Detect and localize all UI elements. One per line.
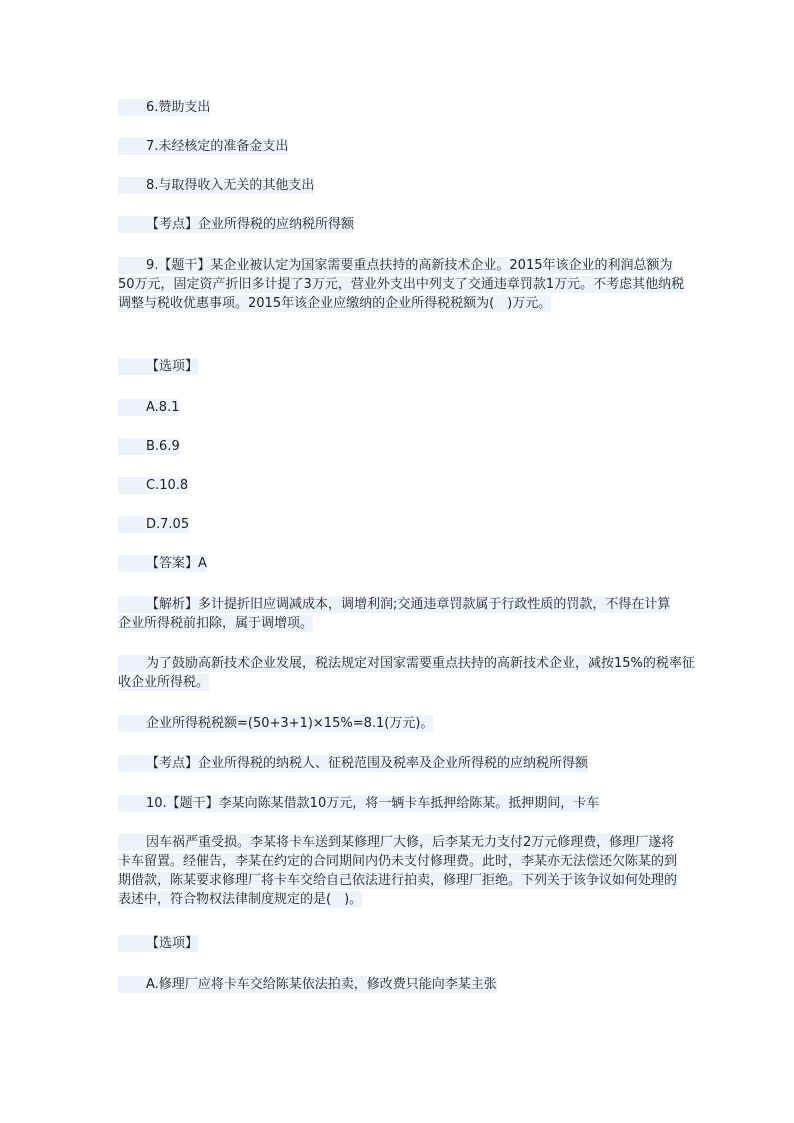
question-10-line-1: 10.【题干】李某向陈某借款10万元，将一辆卡车抵押给陈某。抵押期间，卡车: [118, 794, 698, 813]
list-item-8: 8.与取得收入无关的其他支出: [118, 176, 698, 195]
question-10-rest: 因车祸严重受损。李某将卡车送到某修理厂大修，后李某无力支付2万元修理费，修理厂遂将卡车留置。经催告，李某在约定的合同期间内仍未支付修理费。此时，李某亦无法偿还欠陈某的到期借款，陈某要求修理厂将卡车交给自己依法进行拍卖，修理厂拒绝。下列关于该争议如何处理的表述中，符合物权法律制度规定的是( )。: [118, 835, 678, 907]
option-d: D.7.05: [118, 515, 698, 534]
question-9: 9.【题干】某企业被认定为国家需要重点扶持的高新技术企业。2015年该企业的利润总额为50万元，固定资产折旧多计提了3万元，营业外支出中列支了交通违章罚款1万元。不考虑其他纳税调整与税收优惠事项。2015年该企业应缴纳的企业所得税税额为( )万元。: [118, 258, 685, 311]
answer: 【答案】A: [118, 554, 698, 573]
formula: 企业所得税税额=(50+3+1)×15%=8.1(万元)。: [118, 714, 698, 733]
analysis-2: 为了鼓励高新技术企业发展，税法规定对国家需要重点扶持的高新技术企业，减按15%的税率征收企业所得税。: [118, 656, 695, 690]
options-label-2: 【选项】: [118, 934, 698, 953]
list-item-6: 6.赞助支出: [118, 98, 698, 117]
kaodian-2: 【考点】企业所得税的纳税人、征税范围及税率及企业所得税的应纳税所得额: [118, 754, 698, 773]
kaodian-1: 【考点】企业所得税的应纳税所得额: [118, 215, 698, 234]
q10-option-a: A.修理厂应将卡车交给陈某依法拍卖，修改费只能向李某主张: [118, 975, 698, 994]
option-b: B.6.9: [118, 437, 698, 456]
list-item-7: 7.未经核定的准备金支出: [118, 137, 698, 156]
option-c: C.10.8: [118, 476, 698, 495]
analysis-1: 【解析】多计提折旧应调减成本，调增利润;交通违章罚款属于行政性质的罚款，不得在计算企业所得税前扣除，属于调增项。: [118, 597, 671, 631]
options-label-1: 【选项】: [118, 357, 698, 376]
option-a: A.8.1: [118, 398, 698, 417]
